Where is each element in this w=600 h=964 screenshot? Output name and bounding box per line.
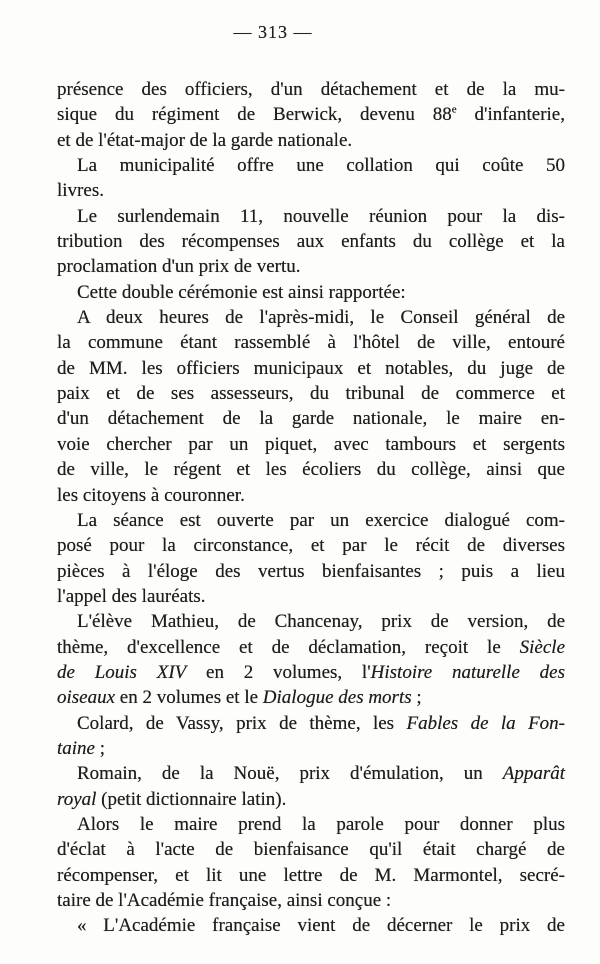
text-segment: pièces à l'éloge des vertus bienfaisantes ; puis a lieu <box>57 560 565 582</box>
text-segment: en 2 volumes, l' <box>186 661 371 683</box>
text-segment: d'un détachement de la garde nationale, le maire en- <box>57 408 565 430</box>
page-number: — 313 — <box>233 22 313 42</box>
text-line <box>57 432 565 457</box>
text-segment: Colard, de Vassy, prix de thème, les <box>77 712 407 734</box>
text-segment: de ville, le régent et les écoliers du collège, ainsi que <box>57 459 565 481</box>
text-segment: ; <box>411 687 422 709</box>
text-segment: thème, d'excellence et de déclamation, reçoit le <box>57 636 520 658</box>
text-segment: taine <box>57 737 95 759</box>
text-segment: Fables de la Fon- <box>406 712 565 734</box>
text-segment: posé pour la circonstance, et par le récit de diverses <box>57 535 565 557</box>
text-block <box>57 77 565 939</box>
text-segment: paix et de ses assesseurs, du tribunal de commerce et <box>57 383 565 405</box>
text-segment: de Louis XIV <box>57 661 187 683</box>
text-segment: en 2 volumes et le <box>115 687 263 709</box>
text-segment: Le surlendemain 11, nouvelle réunion pour la dis- <box>77 205 565 227</box>
text-line <box>57 204 565 229</box>
text-segment: « L'Académie française vient de décerner le prix de <box>77 915 565 937</box>
text-line <box>57 863 565 888</box>
text-segment: présence des officiers, d'un détachement et de la mu- <box>57 79 565 100</box>
text-line <box>57 508 565 533</box>
text-line <box>57 584 565 609</box>
text-segment: d'éclat à l'acte de bienfaisance qu'il était chargé de <box>57 839 565 861</box>
text-segment: A deux heures de l'après-midi, le Conseil général de <box>77 307 565 329</box>
text-segment: Histoire naturelle des <box>370 661 565 683</box>
text-segment: Cette double cérémonie est ainsi rapportée: <box>77 281 406 303</box>
text-line <box>57 888 565 913</box>
text-line <box>57 761 565 786</box>
text-segment: de MM. les officiers municipaux et notables, du juge de <box>57 357 565 379</box>
text-line <box>57 356 565 381</box>
text-segment: voie chercher par un piquet, avec tambours et sergents <box>57 433 565 455</box>
text-line <box>57 178 565 203</box>
text-segment: Apparât <box>502 763 565 785</box>
text-segment: L'élève Mathieu, de Chancenay, prix de version, de <box>77 611 565 633</box>
text-line <box>57 153 565 178</box>
text-line <box>57 660 565 685</box>
text-segment: et de l'état-major de la garde nationale. <box>57 129 353 151</box>
text-line <box>57 559 565 584</box>
text-line <box>57 381 565 406</box>
text-segment: (petit dictionnaire latin). <box>96 788 287 810</box>
text-segment: taire de l'Académie française, ainsi conçue : <box>57 890 392 911</box>
text-segment: l'appel des lauréats. <box>57 585 206 607</box>
text-line <box>57 457 565 482</box>
text-line <box>57 787 565 812</box>
text-line <box>57 913 565 938</box>
text-line <box>57 254 565 279</box>
text-segment: tribution des récompenses aux enfants du collège et la <box>57 231 565 253</box>
text-segment: royal <box>57 788 97 810</box>
text-line <box>57 102 565 127</box>
text-segment: Siècle <box>519 636 565 658</box>
text-line <box>57 406 565 431</box>
text-line <box>57 77 565 102</box>
text-segment: les citoyens à couronner. <box>57 484 245 506</box>
text-line <box>57 837 565 862</box>
text-line <box>57 736 565 761</box>
text-line <box>57 711 565 736</box>
text-line <box>57 128 565 153</box>
text-line <box>57 483 565 508</box>
text-line <box>57 533 565 558</box>
text-segment: proclamation d'un prix de vertu. <box>57 256 301 278</box>
text-segment: Dialogue des morts <box>262 687 412 709</box>
text-segment: sique du régiment de Berwick, devenu 88 <box>57 104 452 126</box>
text-segment: La séance est ouverte par un exercice dialogué com- <box>77 509 565 531</box>
text-line <box>57 609 565 634</box>
text-line <box>57 685 565 710</box>
text-line <box>57 280 565 305</box>
text-segment: livres. <box>57 180 104 202</box>
text-line <box>57 305 565 330</box>
text-segment: oiseaux <box>57 687 116 709</box>
text-segment: La municipalité offre une collation qui coûte 50 <box>77 155 565 177</box>
text-line <box>57 229 565 254</box>
text-line <box>57 812 565 837</box>
text-segment: ; <box>95 737 106 759</box>
text-segment: e <box>451 104 457 117</box>
text-segment: Alors le maire prend la parole pour donner plus <box>77 813 565 835</box>
text-segment: Romain, de la Nouë, prix d'émulation, un <box>77 763 503 785</box>
text-segment: d'infanterie, <box>456 104 565 126</box>
text-segment: récompenser, et lit une lettre de M. Marmontel, secré- <box>57 864 565 886</box>
text-line <box>57 330 565 355</box>
text-line <box>57 635 565 660</box>
text-segment: la commune étant rassemblé à l'hôtel de ville, entouré <box>57 332 565 354</box>
